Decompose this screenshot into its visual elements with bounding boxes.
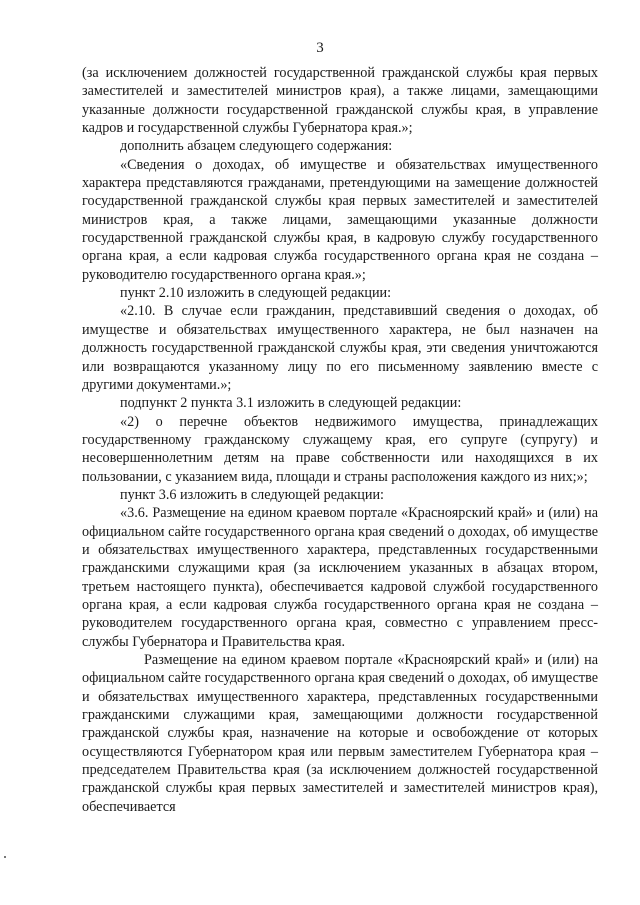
- paragraph-point-3-6-intro: пункт 3.6 изложить в следующей редакции:: [120, 486, 384, 503]
- paragraph-continuation: (за исключением должностей государственной гражданской службы края первых заместителей и заместителей министров края), а также лицами, замещающими указанные должности государственной гражданской службы края, в управление кадров и государственной службы Губернатора края.»;: [82, 65, 598, 137]
- paragraph-point-2-10-intro: пункт 2.10 изложить в следующей редакции:: [120, 285, 392, 302]
- scan-mark: [4, 856, 6, 858]
- paragraph-subpoint-3-1-intro: подпункт 2 пункта 3.1 изложить в следующей редакции:: [120, 395, 462, 412]
- page-number: 3: [316, 40, 324, 56]
- paragraph-point-2-10: «2.10. В случае если гражданин, представивший сведения о доходах, об имуществе и обязательствах имущественного характера, не был назначен на должность государственной гражданской службы края, эти сведения уничтожаются или возвращаются указанному лицу по его письменному заявлению вместе с другими документами.»;: [82, 303, 598, 393]
- paragraph-new-abzac: «Сведения о доходах, об имуществе и обязательствах имущественного характера представляются гражданами, претендующими на замещение должностей государственной гражданской службы края первых заместителей и заместителей министров края, а также лицами, замещающими указанные должности государственной гражданской службы края, в кадровую службу государственного органа края, а если кадровая служба государственного органа края не создана – руководителю государственного органа края.»;: [82, 156, 598, 283]
- paragraph-placement: Размещение на едином краевом портале «Красноярский край» и (или) на официальном сайте государственного органа края сведений о доходах, об имуществе и обязательствах имущественного характера, представленных государственными гражданскими служащими края, замещающими должности государственной гражданской службы края, назначение на которые и освобождение от которых осуществляются Губернатором края или первым заместителем Губернатора края – председателем Правительства края (за исключением должностей государственной гражданской службы края первых заместителей и заместителей министров края), обеспечивается: [82, 652, 598, 815]
- paragraph-point-3-6: «3.6. Размещение на едином краевом портале «Красноярский край» и (или) на официальном сайте государственного органа края сведений о доходах, об имуществе и обязательствах имущественного характера, представленных государственными гражданскими служащими края (за исключением указанных в абзацах втором, третьем настоящего пункта), обеспечивается кадровой службой государственного органа края, а если кадровая служба государственного органа края не создана – руководителем государственного органа края, совместно с управлением пресс-службы Губернатора и Правительства края.: [82, 505, 598, 650]
- paragraph-subpoint-3-1: «2) о перечне объектов недвижимого имущества, принадлежащих государственному гражданскому служащему края, его супруге (супругу) и несовершеннолетним детям на праве собственности или находящихся в их пользовании, с указанием вида, площади и страны расположения каждого из них;»;: [82, 413, 598, 485]
- document-body: [82, 64, 598, 816]
- paragraph-amendment-intro: дополнить абзацем следующего содержания:: [120, 138, 393, 155]
